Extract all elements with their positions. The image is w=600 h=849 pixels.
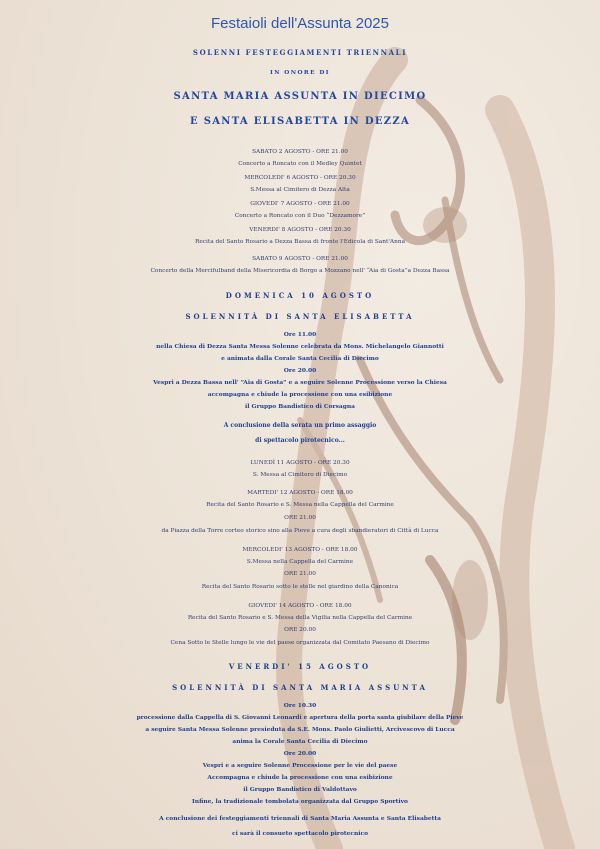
event-4-description: Recita del Santo Rosario a Dezza Bassa di fronte l'Edicola di Sant'Anna (194, 239, 406, 245)
friday-line-3: a seguire Santa Messa Solenne presieduta da S.E. Mons. Paolo Giulietti, Arcivescovo di Lucca (145, 726, 455, 733)
event-2-heading: MERCOLEDI' 6 AGOSTO - ORE 20.30 (244, 175, 356, 181)
event-8-time-2: ORE 21.00 (284, 571, 316, 577)
event-4-heading: VENERDI' 8 AGOSTO - ORE 20.30 (249, 227, 351, 233)
event-7-time-2: ORE 21.00 (284, 515, 316, 521)
event-2-description: S.Messa al Cimitero di Dezza Alta (250, 187, 350, 193)
friday-line-8: il Gruppo Bandistico di Valdottavo (243, 786, 357, 793)
event-8-description-2: Recita del Santo Rosario sotto le stelle nel giardino della Canonica (201, 584, 399, 590)
friday-solemnity: SOLENNITÀ DI SANTA MARIA ASSUNTA (172, 683, 428, 692)
sunday-title: DOMENICA 10 AGOSTO (225, 291, 375, 300)
event-6-heading: LUNEDÌ 11 AGOSTO - ORE 20.30 (250, 460, 350, 466)
friday-line-4: anima la Corale Santa Cecilia di Diecimo (232, 738, 368, 745)
sunday-line-5: Vespri a Dezza Bassa nell' “Aia di Gosta” e a seguire Solenne Processione verso la Chiesa (153, 379, 447, 386)
friday-line-2: processione dalla Cappella di S. Giovanni Leonardi e apertura della porta santa giubilare della Pieve (136, 715, 464, 721)
event-5-description: Concerto della Mercifulband della Misericordia di Borgo a Mozzano nell' “Aia di Gosta”a Dezza Bassa (150, 268, 450, 274)
friday-line-9: Infine, la tradizionale tombolata organizzata dal Gruppo Sportivo (192, 798, 408, 805)
subtitle-santa-elisabetta: E SANTA ELISABETTA IN DEZZA (189, 116, 411, 127)
event-1-description: Concerto a Roncato con il Medley Quintet (238, 161, 362, 167)
event-7-heading: MARTEDI' 12 AGOSTO - ORE 18.00 (247, 490, 353, 496)
event-8-heading: MERCOLEDI' 13 AGOSTO - ORE 18.00 (242, 547, 358, 553)
subtitle-santa-maria: SANTA MARIA ASSUNTA IN DIECIMO (173, 91, 427, 102)
event-5-heading: SABATO 9 AGOSTO - ORE 21.00 (252, 256, 348, 262)
friday-title: VENERDI' 15 AGOSTO (228, 662, 372, 671)
subtitle-triennial: SOLENNI FESTEGGIAMENTI TRIENNALI (192, 48, 408, 57)
sunday-line-1: Ore 11.00 (283, 331, 317, 338)
friday-line-7: Accompagna e chiude la processione con una esibizione (207, 774, 393, 781)
subtitle-in-honor: IN ONORE DI (270, 70, 330, 76)
friday-closing-1: A conclusione dei festeggiamenti triennali di Santa Maria Assunta e Santa Elisabetta (159, 815, 441, 822)
friday-line-5: Ore 20.00 (283, 750, 317, 757)
event-9-description: Recita del Santo Rosario e S. Messa della Vigilia nella Cappella del Carmine (187, 615, 413, 621)
sunday-line-2: nella Chiesa di Dezza Santa Messa Solenne celebrata da Mons. Michelangelo Giannotti (156, 343, 444, 350)
sunday-solemnity: SOLENNITÀ DI SANTA ELISABETTA (185, 312, 415, 321)
festival-title: Festaioli dell'Assunta 2025 (211, 15, 389, 32)
event-1-heading: SABATO 2 AGOSTO - ORE 21.00 (252, 149, 348, 155)
sunday-closing-1: A conclusione della serata un primo assaggio (223, 422, 377, 429)
event-8-description: S.Messa nella Cappella del Carmine (246, 559, 354, 565)
event-3-heading: GIOVEDI' 7 AGOSTO - ORE 21.00 (250, 201, 350, 207)
event-9-description-2: Cena Sotto le Stelle lungo le vie del paese organizzata dal Comitato Paesano di Diecimo (170, 640, 430, 646)
event-6-description: S. Messa al Cimitero di Diecimo (252, 472, 348, 478)
sunday-line-6: accompagna e chiude la processione con una esibizione (207, 391, 393, 398)
sunday-closing-2: di spettacolo pirotecnico... (255, 437, 345, 444)
friday-closing-2: ci sarà il consueto spettacolo pirotecnico (231, 830, 368, 837)
friday-line-6: Vespri e a seguire Solenne Processione per le vie del paese (202, 762, 398, 769)
sunday-line-4: Ore 20.00 (283, 367, 317, 374)
sunday-line-7: il Gruppo Bandistico di Corsagna (245, 403, 355, 410)
event-9-heading: GIOVEDI' 14 AGOSTO - ORE 18.00 (248, 603, 352, 609)
event-7-description-2: da Piazza della Torre corteo storico sino alla Pieve a cura degli sbandieratori di Città di Lucca (161, 528, 439, 534)
event-3-description: Concerto a Roncato con il Duo “Dezzamore” (234, 213, 366, 219)
event-9-time-2: ORE 20.00 (284, 627, 316, 633)
sunday-line-3: e animata dalla Corale Santa Cecilia di Diecimo (221, 355, 379, 362)
friday-line-1: Ore 10.30 (283, 702, 317, 709)
event-7-description: Recita del Santo Rosario e S. Messa nella Cappella del Carmine (206, 502, 394, 508)
